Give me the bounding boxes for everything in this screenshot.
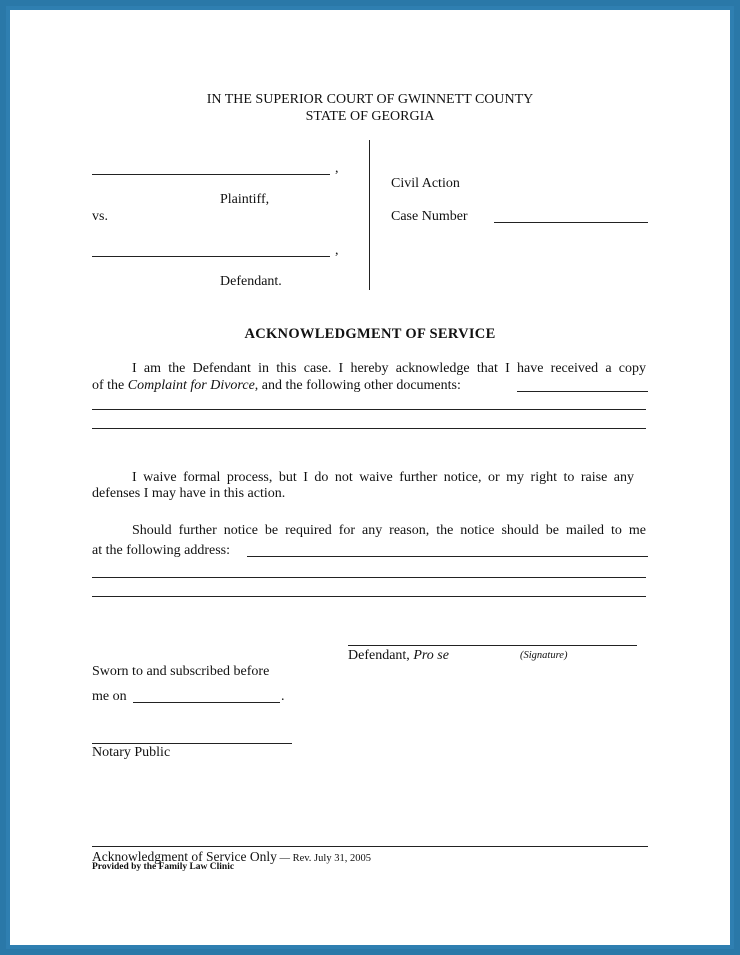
document-page [10,10,730,945]
footer-form-name: Acknowledgment of Service Only — Rev. July 31, 2005 [92,849,371,864]
para2-line1: I waive formal process, but I do not waive further notice, or my right to raise any [132,470,634,485]
case-number-label: Case Number [391,209,468,224]
address-line-3[interactable] [92,596,646,597]
plaintiff-label: Plaintiff, [220,192,270,207]
documents-line-2[interactable] [92,409,646,410]
para3-line2: at the following address: [92,543,231,558]
defendant-name-line[interactable] [92,256,330,257]
para2-line2: defenses I may have in this action. [92,486,286,501]
case-number-line[interactable] [494,222,648,223]
documents-line-1[interactable] [517,391,648,392]
footer-provided-by: Provided by the Family Law Clinic [92,862,235,872]
address-line-1[interactable] [247,556,648,557]
document-title: ACKNOWLEDGMENT OF SERVICE [244,326,496,342]
court-state: STATE OF GEORGIA [305,109,435,124]
caption-divider [369,140,370,290]
notary-public-label: Notary Public [92,745,171,760]
para1-line1: I am the Defendant in this case. I hereby acknowledge that I have received a copy [132,361,646,376]
me-on-period: . [281,689,285,704]
me-on-label: me on [92,689,127,704]
plaintiff-name-line[interactable] [92,174,330,175]
defendant-comma: , [335,243,339,258]
defendant-pro-se-label: Defendant, Pro se [348,648,449,663]
address-line-2[interactable] [92,577,646,578]
para1-line2: of the Complaint for Divorce, and the following other documents: [92,378,461,393]
signature-line[interactable] [348,645,637,646]
documents-line-3[interactable] [92,428,646,429]
sworn-label: Sworn to and subscribed before [92,664,270,679]
court-name: IN THE SUPERIOR COURT OF GWINNETT COUNTY [206,92,534,107]
civil-action-label: Civil Action [391,176,460,191]
notary-signature-line[interactable] [92,743,292,744]
defendant-label: Defendant. [220,274,282,289]
footer-rule [92,846,648,847]
para3-line1: Should further notice be required for any reason, the notice should be mailed to me [132,523,646,538]
signature-hint: (Signature) [520,650,568,661]
plaintiff-comma: , [335,161,339,176]
sworn-date-line[interactable] [133,702,280,703]
vs-label: vs. [92,209,108,224]
